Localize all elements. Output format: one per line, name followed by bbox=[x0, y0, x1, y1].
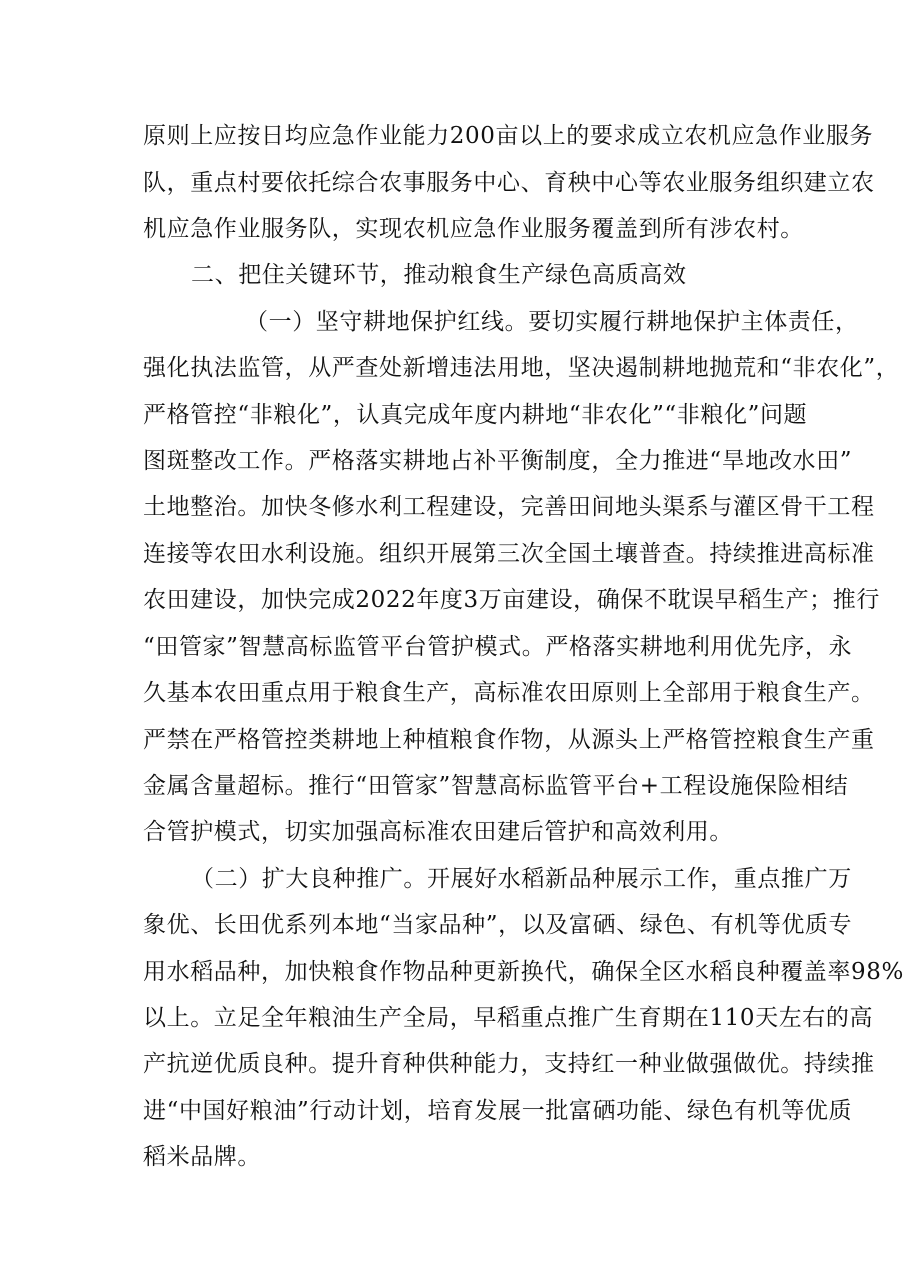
text-line-12: “田管家”智慧高标监管平台管护模式。严格落实耕地利用优先序，永 bbox=[143, 634, 853, 660]
text-line-11: 农田建设，加快完成2022年度3万亩建设，确保不耽误早稻生产；推行 bbox=[143, 587, 880, 613]
text-line-10: 连接等农田水利设施。组织开展第三次全国土壤普查。持续推进高标准 bbox=[143, 541, 875, 567]
paragraph-heading-1: （一）坚守耕地保护红线。要切实履行耕地保护主体责任， bbox=[245, 309, 859, 335]
text-line-9: 土地整治。加快冬修水利工程建设，完善田间地头渠系与灌区骨干工程 bbox=[143, 494, 875, 520]
text-line-21: 产抗逆优质良种。提升育种供种能力，支持红一种业做强做优。持续推 bbox=[143, 1051, 875, 1077]
text-line-15: 金属含量超标。推行“田管家”智慧高标监管平台+工程设施保险相结 bbox=[143, 773, 849, 799]
text-line-1: 原则上应按日均应急作业能力200亩以上的要求成立农机应急作业服务 bbox=[143, 123, 874, 149]
text-line-14: 严禁在严格管控类耕地上种植粮食作物，从源头上严格管控粮食生产重 bbox=[143, 727, 875, 753]
text-line-3: 机应急作业服务队，实现农机应急作业服务覆盖到所有涉农村。 bbox=[143, 216, 804, 242]
text-line-8: 图斑整改工作。严格落实耕地占补平衡制度，全力推进“旱地改水田” bbox=[143, 448, 853, 474]
text-line-19: 用水稻品种，加快粮食作物品种更新换代，确保全区水稻良种覆盖率98% bbox=[143, 959, 904, 985]
text-line-2: 队，重点村要依托综合农事服务中心、育秧中心等农业服务组织建立农 bbox=[143, 170, 875, 196]
text-line-6: 强化执法监管，从严查处新增违法用地，坚决遏制耕地抛荒和“非农化”， bbox=[143, 355, 900, 381]
text-line-7: 严格管控“非粮化”，认真完成年度内耕地“非农化”“非粮化”问题 bbox=[143, 402, 808, 428]
text-line-20: 以上。立足全年粮油生产全局，早稻重点推广生育期在110天左右的高 bbox=[143, 1005, 874, 1031]
text-line-23: 稻米品牌。 bbox=[143, 1144, 261, 1170]
text-line-13: 久基本农田重点用于粮食生产，高标准农田原则上全部用于粮食生产。 bbox=[143, 680, 875, 706]
paragraph-heading-2: （二）扩大良种推广。开展好水稻新品种展示工作，重点推广万 bbox=[191, 866, 852, 892]
section-heading: 二、把住关键环节，推动粮食生产绿色高质高效 bbox=[191, 262, 687, 288]
text-line-18: 象优、长田优系列本地“当家品种”，以及富硒、绿色、有机等优质专 bbox=[143, 912, 853, 938]
text-line-22: 进“中国好粮油”行动计划，培育发展一批富硒功能、绿色有机等优质 bbox=[143, 1098, 853, 1124]
text-line-16: 合管护模式，切实加强高标准农田建后管护和高效利用。 bbox=[143, 819, 733, 845]
